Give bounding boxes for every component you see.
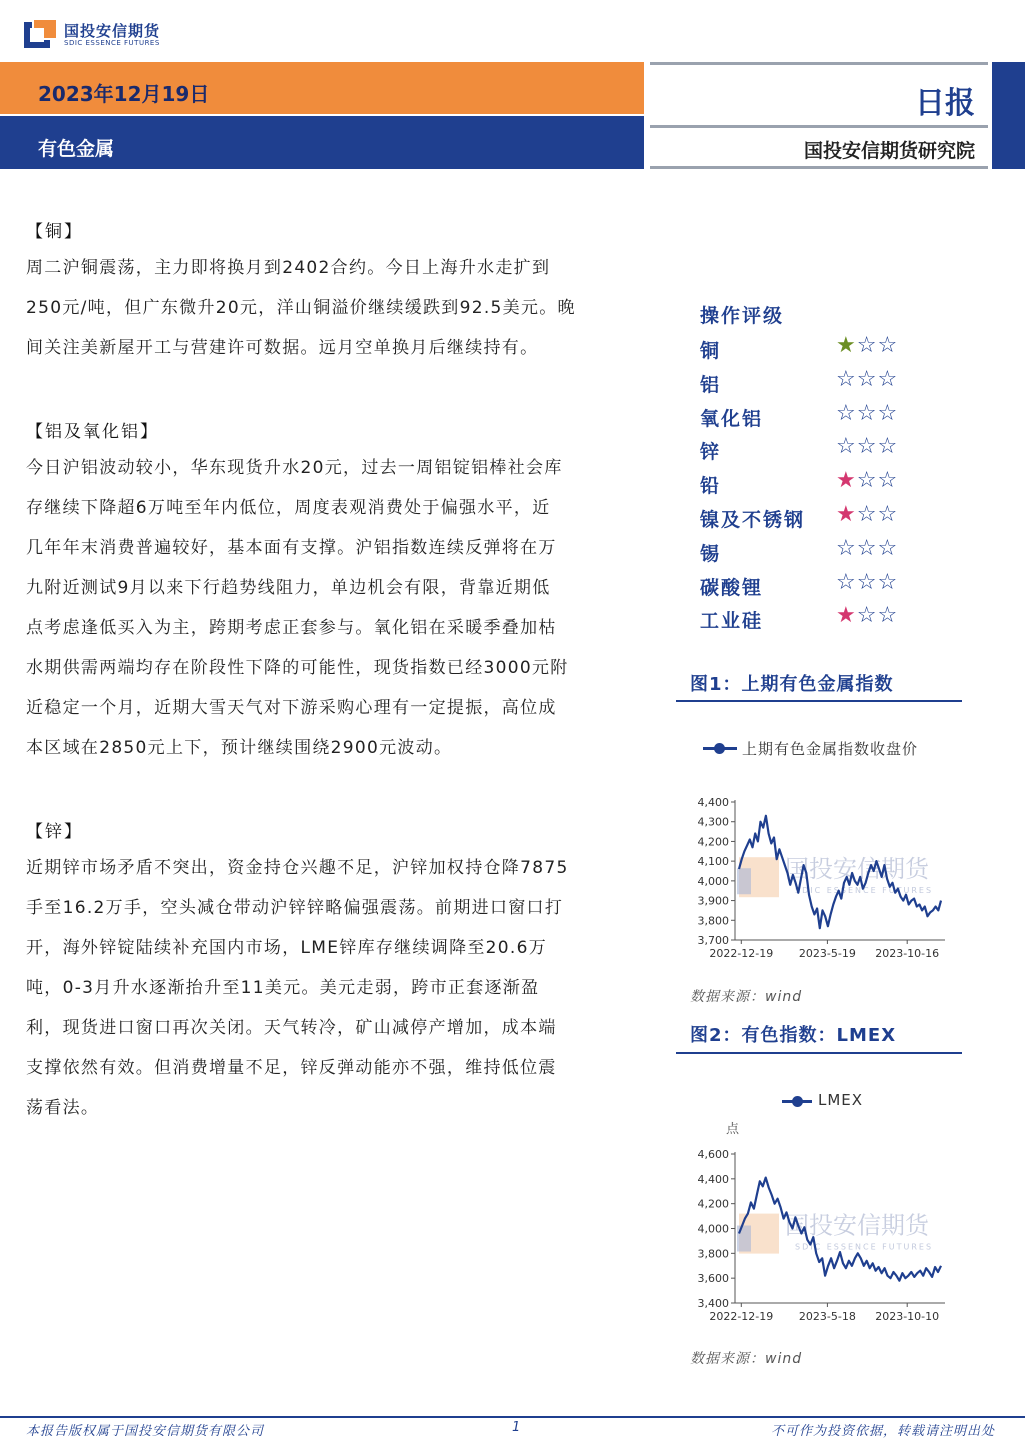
x-tick-label: 2022-12-19 [709,947,774,960]
star-outline-icon: ☆ [856,502,878,527]
rating-name: 锌 [700,441,722,464]
star-filled-icon: ★ [836,333,857,358]
institute-name: 国投安信期货研究院 [803,140,975,162]
star-outline-icon: ☆ [877,603,899,629]
section-body-copper [26,248,611,368]
star-outline-icon: ☆ [856,535,878,561]
text-line: 本区域在2850元上下，预计继续围绕2900元波动。 [26,738,453,758]
star-outline-icon: ☆ [856,333,878,358]
y-tick-label: 3,900 [697,894,729,908]
rating-name: 镍及不锈钢 [700,509,806,531]
star-outline-icon: ☆ [856,366,878,392]
y-tick-label: 4,600 [697,1148,729,1161]
footer-page-number: 1 [512,1420,522,1435]
rating-name: 氧化铝 [700,407,764,430]
rating-stars [836,468,898,493]
figure-2-unit-label: 点 [726,1122,740,1137]
star-filled-icon: ★ [836,502,857,527]
rating-stars [836,333,898,358]
y-tick-label: 4,000 [697,874,729,888]
star-outline-icon: ☆ [877,333,899,358]
text-line: 近期锌市场矛盾不突出，资金持仓兴趣不足，沪锌加权持仓降7875 [26,858,569,878]
text-line: 开，海外锌锭陆续补充国内市场，LME锌库存继续调降至20.6万 [26,938,548,958]
star-outline-icon: ☆ [877,569,899,595]
rating-name: 铅 [700,475,722,498]
y-tick-label: 4,200 [697,1197,729,1211]
star-outline-icon: ☆ [877,434,899,460]
footer-disclaimer: 不可作为投资依据，转载请注明出处 [770,1424,995,1439]
star-outline-icon: ☆ [877,468,899,494]
footer-rule [0,1416,1025,1418]
header-rule-middle [650,125,988,128]
section-body-aluminium [26,448,611,768]
y-tick-label: 3,800 [697,914,729,928]
rating-stars [836,570,898,595]
footer-copyright: 本报告版权属于国投安信期货有限公司 [26,1424,265,1439]
y-tick-label: 4,200 [697,835,729,849]
report-type-title: 日报 [915,86,975,121]
star-outline-icon: ☆ [836,400,857,426]
report-date: 2023年12月19日 [38,82,210,106]
company-logo-mark [24,18,58,48]
section-title-aluminium: 【铝及氧化铝】 [26,422,159,442]
star-outline-icon: ☆ [877,502,899,527]
star-outline-icon: ☆ [877,400,899,426]
figure-2-chart [680,1140,960,1330]
star-filled-icon: ★ [836,468,857,494]
rating-stars [836,401,898,426]
figure-2-source: 数据来源：wind [690,1351,803,1367]
text-line: 支撑依然有效。但消费增量不足，锌反弹动能亦不强，维持低位震 [26,1058,557,1078]
ratings-title: 操作评级 [700,305,785,327]
star-outline-icon: ☆ [856,400,878,426]
y-tick-label: 3,400 [697,1297,729,1310]
watermark-text: 国投安信期货 [785,855,929,884]
header-rule-bottom [650,166,988,169]
rating-name: 锡 [700,542,722,565]
y-tick-label: 4,100 [697,855,729,869]
text-line: 今日沪铝波动较小，华东现货升水20元，过去一周铝锭铝棒社会库 [26,458,563,478]
header-rule-top [650,62,988,65]
text-line: 水期供需两端均存在阶段性下降的可能性，现货指数已经3000元附 [26,658,569,678]
text-line: 吨，0-3月升水逐渐抬升至11美元。美元走弱，跨市正套逐渐盈 [26,978,540,998]
y-tick-label: 4,400 [697,1172,729,1186]
star-outline-icon: ☆ [836,434,857,460]
text-line: 周二沪铜震荡，主力即将换月到2402合约。今日上海升水走扩到 [26,258,551,278]
text-line: 近稳定一个月，近期大雪天气对下游采购心理有一定提振，高位成 [26,698,557,718]
star-outline-icon: ☆ [836,535,857,561]
logo-company-name-en: SDIC ESSENCE FUTURES [64,39,160,47]
star-outline-icon: ☆ [836,569,857,595]
y-tick-label: 4,300 [697,815,729,829]
logo-company-name: 国投安信期货 [64,22,161,40]
watermark-text: 国投安信期货 [785,1211,929,1240]
figure-1-legend-label: 上期有色金属指数收盘价 [742,740,919,758]
watermark-text-en: SDIC ESSENCE FUTURES [795,1242,934,1252]
star-outline-icon: ☆ [836,366,857,392]
text-line: 点考虑逢低买入为主，跨期考虑正套参与。氧化铝在采暖季叠加枯 [26,618,557,638]
star-filled-icon: ★ [836,603,857,629]
figure-1-title: 图1：上期有色金属指数 [690,674,894,695]
section-title-copper: 【铜】 [26,222,83,242]
star-outline-icon: ☆ [856,569,878,595]
rating-stars [836,603,898,628]
y-tick-label: 3,700 [697,934,729,947]
rating-name: 碳酸锂 [700,576,764,599]
text-line: 250元/吨，但广东微升20元，洋山铜溢价继续缓跌到92.5美元。晚 [26,298,576,318]
text-line: 间关注美新屋开工与营建许可数据。远月空单换月后继续持有。 [26,338,539,358]
star-outline-icon: ☆ [856,434,878,460]
x-tick-label: 2023-5-18 [798,1310,856,1323]
rating-stars [836,367,898,392]
star-outline-icon: ☆ [856,603,878,629]
figure-1-rule [676,700,962,702]
watermark-logo-icon [737,868,751,894]
y-tick-label: 4,000 [697,1222,729,1236]
figure-2-legend-label: LMEX [818,1091,864,1109]
figure-1-chart [680,790,960,970]
text-line: 手至16.2万手，空头减仓带动沪锌锌略偏强震荡。前期进口窗口打 [26,898,564,918]
figure-2-rule [676,1052,962,1054]
figure-1-source: 数据来源：wind [690,989,803,1005]
x-tick-label: 2023-5-19 [798,947,856,960]
rating-stars [836,502,898,527]
rating-name: 铝 [700,373,722,396]
section-title-zinc: 【锌】 [26,822,83,842]
rating-name: 工业硅 [700,610,764,633]
text-line: 存继续下降超6万吨至年内低位，周度表观消费处于偏强水平，近 [26,498,551,518]
y-tick-label: 3,600 [697,1272,729,1286]
text-line: 几年年末消费普遍较好，基本面有支撑。沪铝指数连续反弹将在万 [26,538,557,558]
x-tick-label: 2023-10-16 [875,947,940,960]
text-line: 荡看法。 [26,1098,100,1118]
figure-2-title: 图2：有色指数：LMEX [690,1025,897,1046]
watermark-logo-icon [737,1226,751,1252]
report-category: 有色金属 [38,138,115,160]
star-outline-icon: ☆ [856,468,878,494]
x-tick-label: 2023-10-10 [875,1310,940,1323]
header-right-strip [992,62,1025,169]
star-outline-icon: ☆ [877,535,899,561]
rating-stars [836,434,898,459]
figure-2-legend-marker [792,1096,803,1107]
x-tick-label: 2022-12-19 [709,1310,774,1323]
section-body-zinc [26,848,611,1128]
rating-name: 铜 [700,340,722,362]
y-tick-label: 3,800 [697,1247,729,1261]
y-tick-label: 4,400 [697,796,729,809]
rating-stars [836,536,898,561]
star-outline-icon: ☆ [877,366,899,392]
watermark-text-en: SDIC ESSENCE FUTURES [795,886,934,896]
text-line: 利，现货进口窗口再次关闭。天气转冷，矿山减停产增加，成本端 [26,1018,557,1038]
figure-1-legend-marker [714,743,725,754]
text-line: 九附近测试9月以来下行趋势线阻力，单边机会有限，背靠近期低 [26,578,551,598]
